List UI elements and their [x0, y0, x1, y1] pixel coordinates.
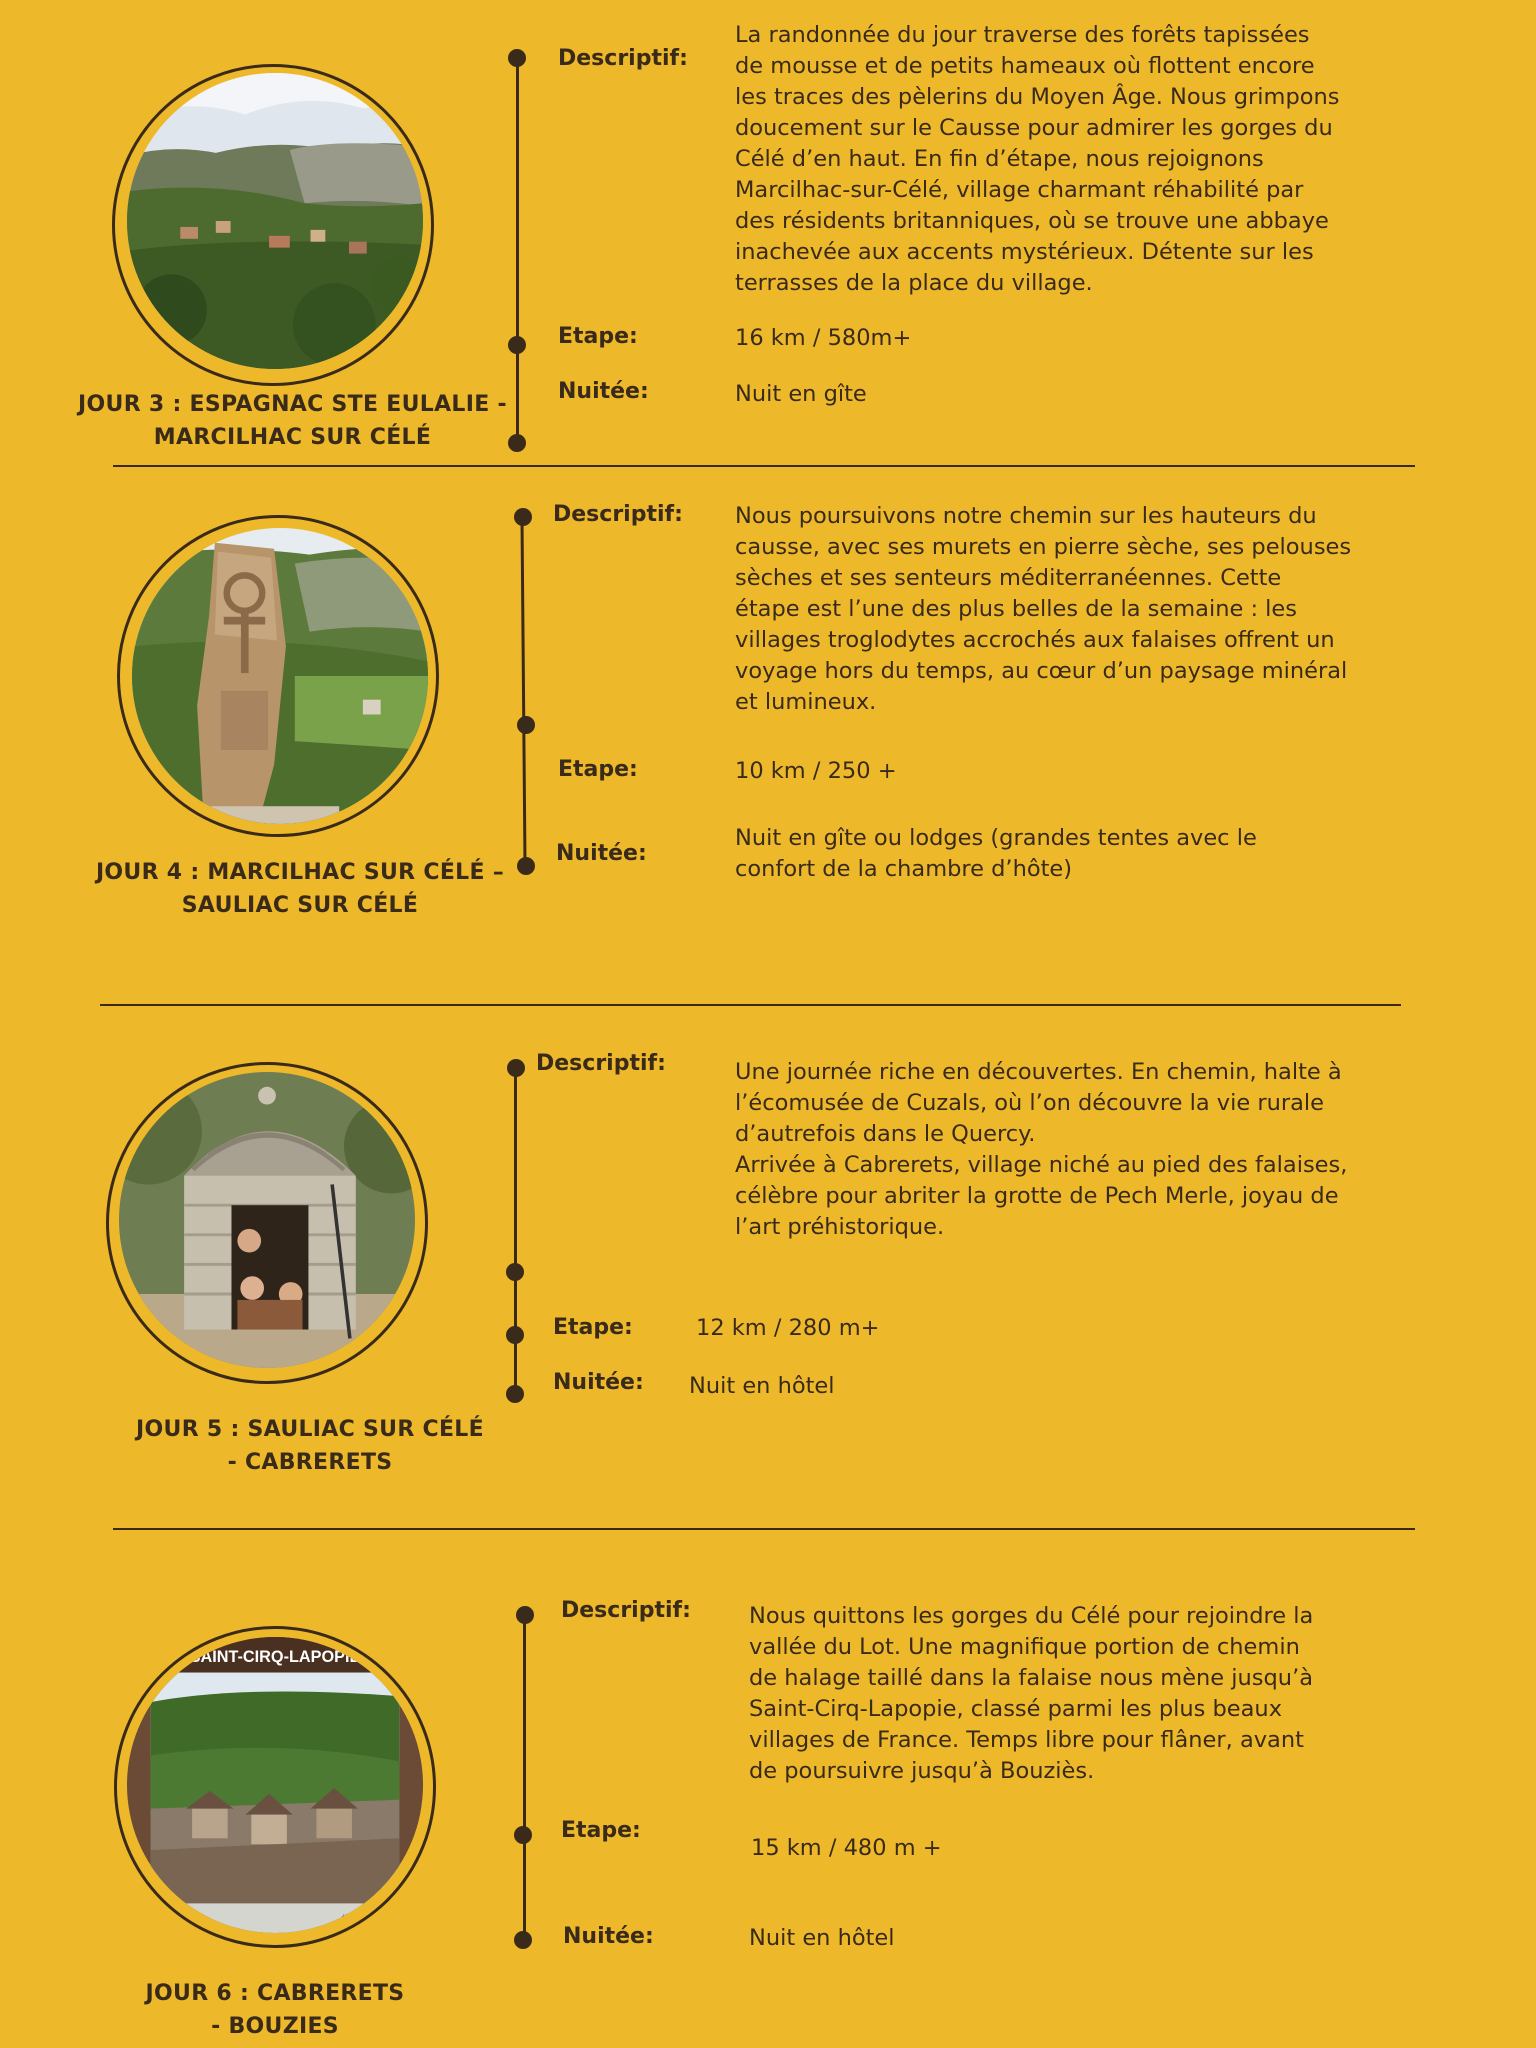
timeline-line: [516, 58, 519, 443]
section-divider: [113, 1528, 1415, 1530]
timeline-dot: [514, 1931, 532, 1949]
etape-value: 10 km / 250 +: [735, 758, 897, 784]
nuitee-value: Nuit en hôtel: [749, 1925, 895, 1951]
timeline-dot: [516, 1606, 534, 1624]
nuitee-label: Nuitée:: [563, 1924, 654, 1949]
section-divider: [113, 465, 1415, 467]
nuitee-label: Nuitée:: [558, 379, 649, 404]
nuitee-value: Nuit en hôtel: [689, 1373, 835, 1399]
timeline-dot: [508, 336, 526, 354]
day-title: JOUR 4 : MARCILHAC SUR CÉLÉ – SAULIAC SUR CÉLÉ: [95, 860, 505, 918]
descriptif-label: Descriptif:: [558, 46, 688, 71]
etape-value: 12 km / 280 m+: [696, 1315, 880, 1341]
descriptif-label: Descriptif:: [553, 502, 683, 527]
etape-label: Etape:: [553, 1315, 633, 1340]
day-description: Nous poursuivons notre chemin sur les hauteurs du causse, avec ses murets en pierre sèche, ses pelouses sèches et ses senteurs méditerranéennes. Cette étape est l’une des plus belles de la semaine : les villages troglodytes accrochés aux falaises offrent un voyage hors du temps, au cœur d’un paysage minéral et lumineux.: [735, 503, 1352, 715]
etape-label: Etape:: [561, 1818, 641, 1843]
timeline-dot: [506, 1385, 524, 1403]
nuitee-label: Nuitée:: [553, 1370, 644, 1395]
timeline-dot: [506, 1263, 524, 1281]
day-description: Nous quittons les gorges du Célé pour rejoindre la vallée du Lot. Une magnifique portion de chemin de halage taillé dans la falaise nous mène jusqu’à Saint-Cirq-Lapopie, classé parmi les plus beaux villages de France. Temps libre pour flâner, avant de poursuivre jusqu’à Bouziès.: [749, 1603, 1314, 1784]
day-photo-stone-hut: [119, 1072, 415, 1368]
day-photo-cliff-village: [127, 73, 423, 369]
timeline-dot: [517, 716, 535, 734]
etape-label: Etape:: [558, 324, 638, 349]
etape-value: 15 km / 480 m +: [751, 1835, 942, 1861]
nuitee-label: Nuitée:: [556, 841, 647, 866]
section-divider: [100, 1004, 1401, 1006]
descriptif-label: Descriptif:: [536, 1051, 666, 1076]
nuitee-value: Nuit en gîte: [735, 381, 867, 407]
timeline-dot: [514, 508, 532, 526]
day-description: La randonnée du jour traverse des forêts tapissées de mousse et de petits hameaux où flottent encore les traces des pèlerins du Moyen Âge. Nous grimpons doucement sur le Causse pour admirer les gorges du Célé d’en haut. En fin d’étape, nous rejoignons Marcilhac-sur-Célé, village charmant réhabilité par des résidents britanniques, où se trouve une abbaye inachevée aux accents mystérieux. Détente sur les terrasses de la place du village.: [735, 22, 1340, 296]
timeline-dot: [508, 434, 526, 452]
day-title: JOUR 3 : ESPAGNAC STE EULALIE - MARCILHAC SUR CÉLÉ: [78, 392, 507, 450]
timeline-line: [523, 1615, 526, 1940]
timeline-line: [514, 1068, 517, 1394]
timeline-dot: [508, 49, 526, 67]
timeline-dot: [506, 1326, 524, 1344]
timeline-line: [520, 518, 526, 866]
descriptif-label: Descriptif:: [561, 1598, 691, 1623]
timeline-dot: [507, 1059, 525, 1077]
etape-label: Etape:: [558, 757, 638, 782]
nuitee-value: Nuit en gîte ou lodges (grandes tentes avec le confort de la chambre d’hôte): [735, 825, 1257, 882]
photo-hashtag-text: #saintcirq: [341, 1913, 386, 1925]
timeline-dot: [514, 1826, 532, 1844]
day-title: JOUR 6 : CABRERETS - BOUZIES: [145, 1981, 405, 2039]
day-photo-stone-monument: [132, 528, 428, 824]
photo-sign-text: SAINT-CIRQ-LAPOPIE: [189, 1648, 361, 1667]
timeline-dot: [517, 857, 535, 875]
day-photo-saint-cirq-lapopie: [127, 1637, 423, 1933]
etape-value: 16 km / 580m+: [735, 325, 912, 351]
day-description: Une journée riche en découvertes. En chemin, halte à l’écomusée de Cuzals, où l’on découvre la vie rurale d’autrefois dans le Quercy. Arrivée à Cabrerets, village niché au pied des falaises, célèbre pour abriter la grotte de Pech Merle, joyau de l’art préhistorique.: [735, 1059, 1348, 1240]
day-title: JOUR 5 : SAULIAC SUR CÉLÉ - CABRERETS: [136, 1417, 484, 1475]
